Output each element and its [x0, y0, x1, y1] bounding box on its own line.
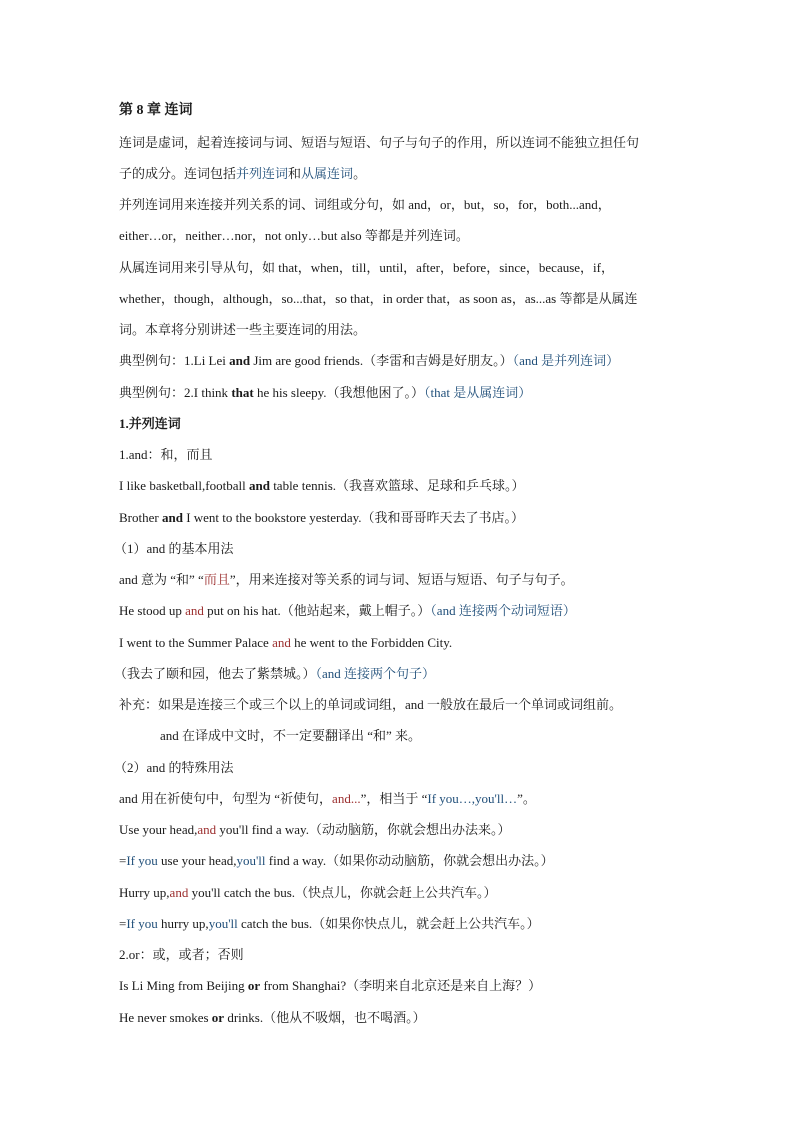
subsection-heading: 1.and：和，而且	[119, 447, 213, 462]
keyword: If you	[126, 853, 158, 868]
intro-paragraph-line: either…or，neither…nor，not only…but also 等都是并列连词。	[119, 228, 469, 243]
highlight-text: 并列连词	[236, 166, 289, 181]
example-sentence	[119, 916, 699, 932]
note: （and 连接两个动词短语）	[430, 603, 576, 618]
example-translation	[114, 666, 694, 682]
highlight-text: If you…,you'll…	[427, 791, 518, 806]
keyword: and	[197, 822, 217, 837]
text: hurry up,	[157, 916, 209, 931]
example-sentence	[119, 978, 699, 994]
text: 子的成分。连词包括	[119, 166, 237, 181]
text: table tennis.（我喜欢篮球、足球和乒乓球。）	[269, 478, 525, 493]
keyword: and	[248, 478, 270, 493]
text: =	[119, 853, 127, 868]
text: from Shanghai?（李明来自北京还是来自上海？）	[260, 978, 542, 993]
subsection-heading: 2.or：或，或者；否则	[119, 947, 244, 962]
text: He stood up	[119, 603, 186, 618]
intro-paragraph-line: whether，though，although，so...that，so that，in order that，as soon as，as...as 等都是从属连	[119, 291, 638, 306]
intro-paragraph-line: 从属连词用来引导从句，如 that，when，till，until，after，before，since，because，if，	[119, 260, 614, 275]
keyword: and	[272, 635, 291, 650]
text: and 意为 “和” “	[119, 572, 204, 587]
keyword: and	[229, 353, 251, 368]
text: He never smokes	[119, 1010, 212, 1025]
highlight-text: and...	[332, 791, 361, 806]
text: I went to the bookstore yesterday.（我和哥哥昨天去了书店。）	[182, 510, 525, 525]
text: ”。	[517, 791, 536, 806]
intro-paragraph-line	[119, 166, 699, 182]
text: Hurry up,	[119, 885, 170, 900]
keyword: and	[161, 510, 183, 525]
keyword: or	[247, 978, 261, 993]
subsection-heading: （1）and 的基本用法	[114, 541, 234, 556]
description	[119, 791, 699, 807]
keyword: or	[211, 1010, 225, 1025]
intro-paragraph-line: 词。本章将分别讲述一些主要连词的用法。	[119, 322, 367, 337]
keyword: that	[231, 385, 254, 400]
highlight-text: 而且	[203, 572, 230, 587]
text: Brother	[119, 510, 162, 525]
subsection-heading: （2）and 的特殊用法	[114, 760, 234, 775]
text: 。	[353, 166, 367, 181]
example-sentence	[119, 853, 699, 869]
example-sentence	[119, 603, 699, 619]
note: （that 是从属连词）	[424, 385, 532, 400]
text: put on his hat.（他站起来，戴上帽子。）	[203, 603, 431, 618]
example-sentence	[119, 822, 699, 838]
text: （我去了颐和园，他去了紫禁城。）	[114, 666, 316, 681]
text: ”，相当于 “	[360, 791, 428, 806]
example-sentence	[119, 510, 699, 526]
text: you'll catch the bus.（快点儿，你就会赶上公共汽车。）	[188, 885, 497, 900]
text: I like basketball,football	[119, 478, 249, 493]
example-sentence	[119, 1010, 699, 1026]
text: Jim are good friends.（李雷和吉姆是好朋友。）	[250, 353, 513, 368]
example-sentence	[119, 353, 699, 369]
text: 典型例句：2.I think	[119, 385, 232, 400]
highlight-text: 从属连词	[301, 166, 354, 181]
text: 典型例句：1.Li Lei	[119, 353, 230, 368]
text: I went to the Summer Palace	[119, 635, 273, 650]
example-sentence	[119, 885, 699, 901]
text: drinks.（他从不吸烟，也不喝酒。）	[224, 1010, 426, 1025]
text: you'll find a way.（动动脑筋，你就会想出办法来。）	[216, 822, 511, 837]
example-sentence	[119, 478, 699, 494]
section-heading: 1.并列连词	[119, 416, 181, 431]
text: he his sleepy.（我想他困了。）	[253, 385, 425, 400]
intro-paragraph-line: 并列连词用来连接并列关系的词、词组或分句，如 and，or，but，so，for，both...and，	[119, 197, 611, 212]
text: ”，用来连接对等关系的词与词、短语与短语、句子与句子。	[229, 572, 574, 587]
keyword: If you	[126, 916, 158, 931]
text: find a way.（如果你动动脑筋，你就会想出办法。）	[265, 853, 554, 868]
intro-paragraph-line: 连词是虚词，起着连接词与词、短语与短语、句子与句子的作用，所以连词不能独立担任句	[119, 135, 640, 150]
chapter-title: 第 8 章 连词	[119, 103, 193, 118]
text: and 用在祈使句中，句型为 “祈使句，	[119, 791, 333, 806]
example-sentence	[119, 635, 699, 651]
text: he went to the Forbidden City.	[290, 635, 453, 650]
text: Is Li Ming from Beijing	[119, 978, 248, 993]
text: =	[119, 916, 127, 931]
keyword: and	[169, 885, 189, 900]
text: Use your head,	[119, 822, 198, 837]
text: use your head,	[157, 853, 237, 868]
description	[119, 572, 699, 588]
note: （and 是并列连词）	[512, 353, 620, 368]
text: 和	[288, 166, 302, 181]
example-sentence	[119, 385, 699, 401]
text: catch the bus.（如果你快点儿，就会赶上公共汽车。）	[237, 916, 540, 931]
keyword: and	[185, 603, 204, 618]
keyword: you'll	[236, 853, 266, 868]
note: （and 连接两个句子）	[315, 666, 436, 681]
supplement-note: 补充：如果是连接三个或三个以上的单词或词组，and 一般放在最后一个单词或词组前。	[119, 697, 623, 712]
supplement-note: and 在译成中文时，不一定要翻译出 “和” 来。	[160, 728, 422, 743]
keyword: you'll	[208, 916, 238, 931]
